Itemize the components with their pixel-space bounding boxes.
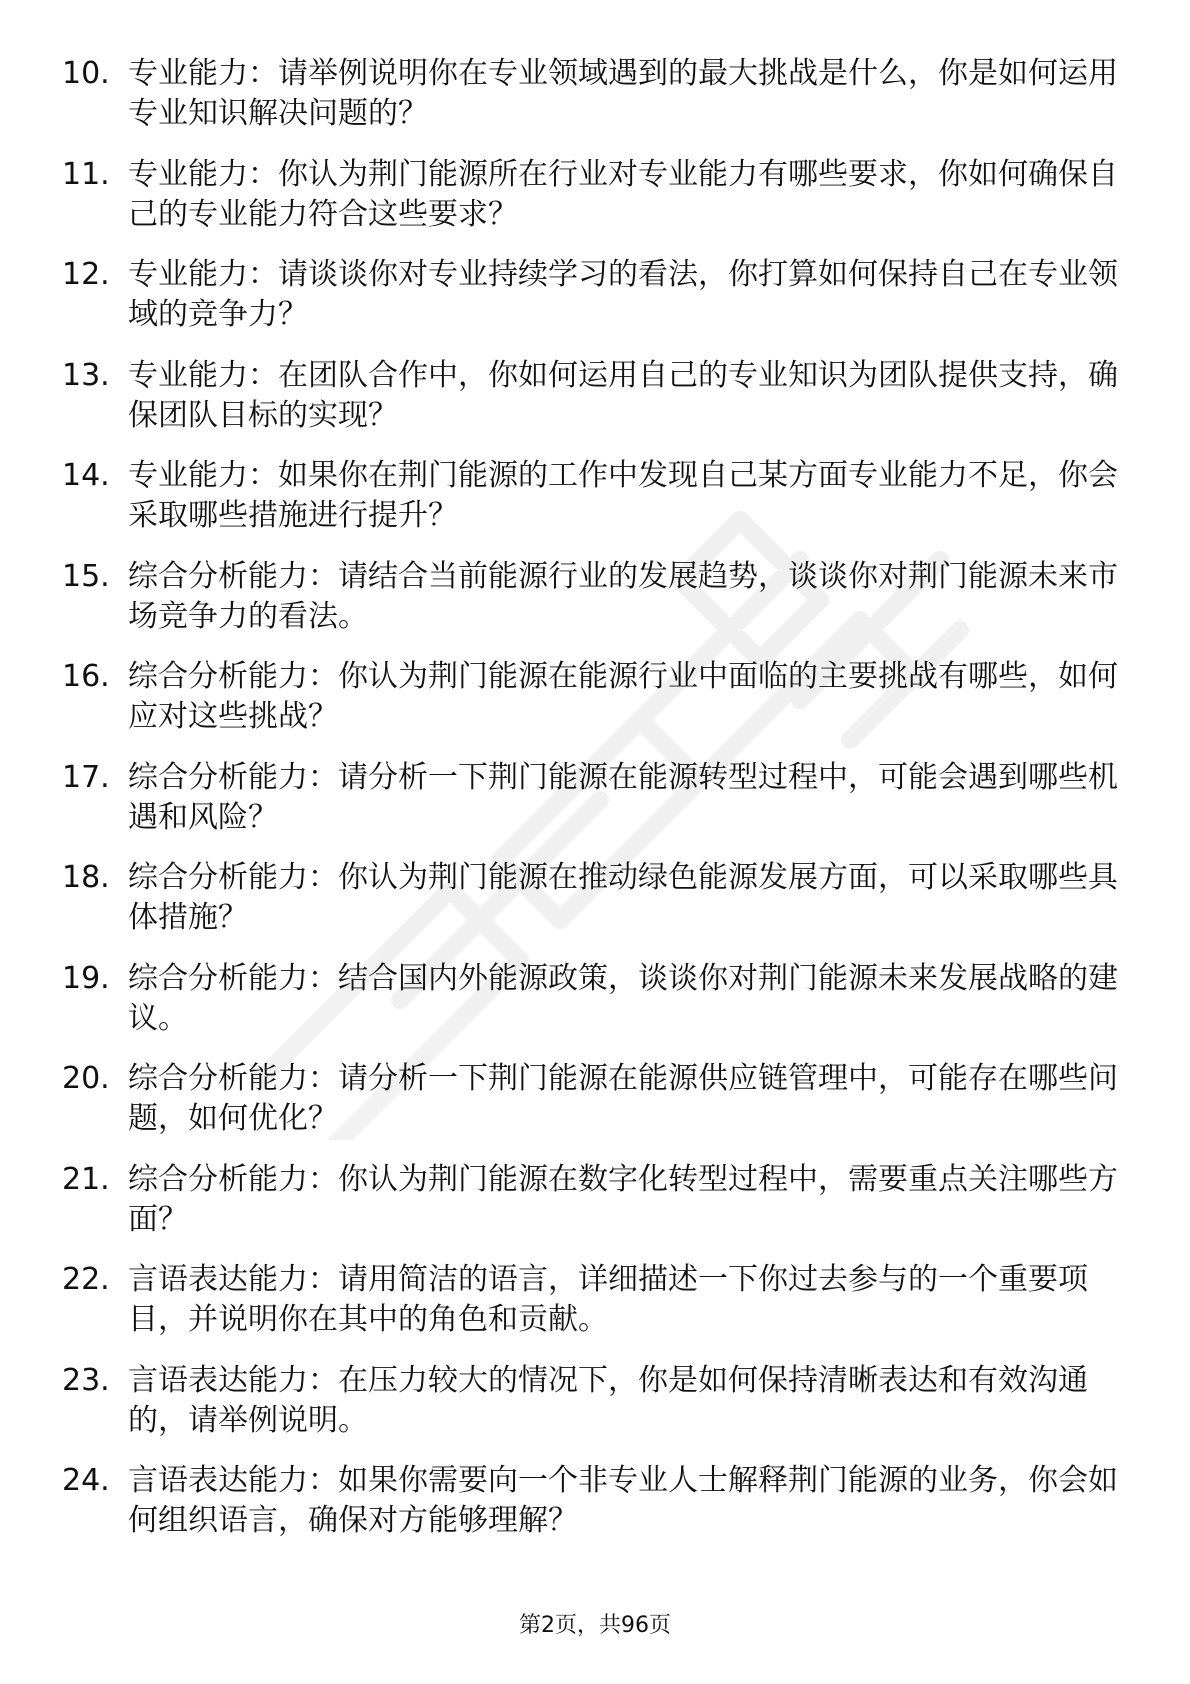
question-item xyxy=(62,155,1122,235)
question-text: 综合分析能力：请分析一下荆门能源在能源转型过程中，可能会遇到哪些机遇和风险？ xyxy=(128,759,1118,835)
question-number: 17. xyxy=(62,759,110,795)
question-text: 综合分析能力：你认为荆门能源在推动绿色能源发展方面，可以采取哪些具体措施？ xyxy=(128,860,1118,935)
question-item xyxy=(62,1461,1122,1541)
question-text: 言语表达能力：请用简洁的语言，详细描述一下你过去参与的一个重要项目，并说明你在其中的角色和贡献。 xyxy=(128,1262,1088,1337)
question-number: 22. xyxy=(62,1262,110,1297)
question-number: 24. xyxy=(62,1463,110,1498)
question-text: 综合分析能力：请分析一下荆门能源在能源供应链管理中，可能存在哪些问题，如何优化？ xyxy=(128,1061,1118,1136)
question-item xyxy=(62,255,1122,335)
question-number: 14. xyxy=(62,458,110,493)
question-item xyxy=(62,657,1122,737)
question-text: 综合分析能力：你认为荆门能源在能源行业中面临的主要挑战有哪些，如何应对这些挑战？ xyxy=(128,659,1118,734)
question-text: 综合分析能力：你认为荆门能源在数字化转型过程中，需要重点关注哪些方面？ xyxy=(128,1161,1118,1237)
question-number: 15. xyxy=(62,558,110,594)
question-number: 19. xyxy=(62,960,110,996)
question-item xyxy=(62,758,1122,838)
question-number: 20. xyxy=(62,1061,110,1096)
question-number: 12. xyxy=(62,257,110,292)
question-item xyxy=(62,456,1122,536)
question-item xyxy=(62,959,1122,1039)
question-number: 10. xyxy=(62,56,110,91)
question-item xyxy=(62,1059,1122,1139)
question-text: 专业能力：如果你在荆门能源的工作中发现自己某方面专业能力不足，你会采取哪些措施进行提升？ xyxy=(128,458,1118,533)
question-item xyxy=(62,356,1122,436)
question-text: 专业能力：在团队合作中，你如何运用自己的专业知识为团队提供支持，确保团队目标的实现？ xyxy=(128,357,1118,433)
question-number: 11. xyxy=(62,156,110,192)
question-item xyxy=(62,1260,1122,1340)
question-item xyxy=(62,1160,1122,1240)
question-number: 16. xyxy=(62,659,110,694)
question-number: 13. xyxy=(62,357,110,393)
question-list xyxy=(62,54,1122,1562)
question-item xyxy=(62,557,1122,637)
question-item xyxy=(62,54,1122,134)
question-number: 23. xyxy=(62,1362,110,1398)
question-text: 专业能力：请举例说明你在专业领域遇到的最大挑战是什么，你是如何运用专业知识解决问题的？ xyxy=(128,56,1118,131)
question-number: 18. xyxy=(62,860,110,895)
question-text: 专业能力：你认为荆门能源所在行业对专业能力有哪些要求，你如何确保自己的专业能力符合这些要求？ xyxy=(128,156,1118,232)
question-text: 综合分析能力：请结合当前能源行业的发展趋势，谈谈你对荆门能源未来市场竞争力的看法。 xyxy=(128,558,1118,634)
question-text: 言语表达能力：如果你需要向一个非专业人士解释荆门能源的业务，你会如何组织语言，确保对方能够理解？ xyxy=(128,1463,1118,1538)
question-number: 21. xyxy=(62,1161,110,1197)
question-text: 专业能力：请谈谈你对专业持续学习的看法，你打算如何保持自己在专业领域的竞争力？ xyxy=(128,257,1118,332)
question-item xyxy=(62,858,1122,938)
question-text: 言语表达能力：在压力较大的情况下，你是如何保持清晰表达和有效沟通的，请举例说明。 xyxy=(128,1362,1088,1438)
question-item xyxy=(62,1361,1122,1441)
question-text: 综合分析能力：结合国内外能源政策，谈谈你对荆门能源未来发展战略的建议。 xyxy=(128,960,1118,1036)
page-number-footer: 第2页，共96页 xyxy=(519,1613,671,1638)
